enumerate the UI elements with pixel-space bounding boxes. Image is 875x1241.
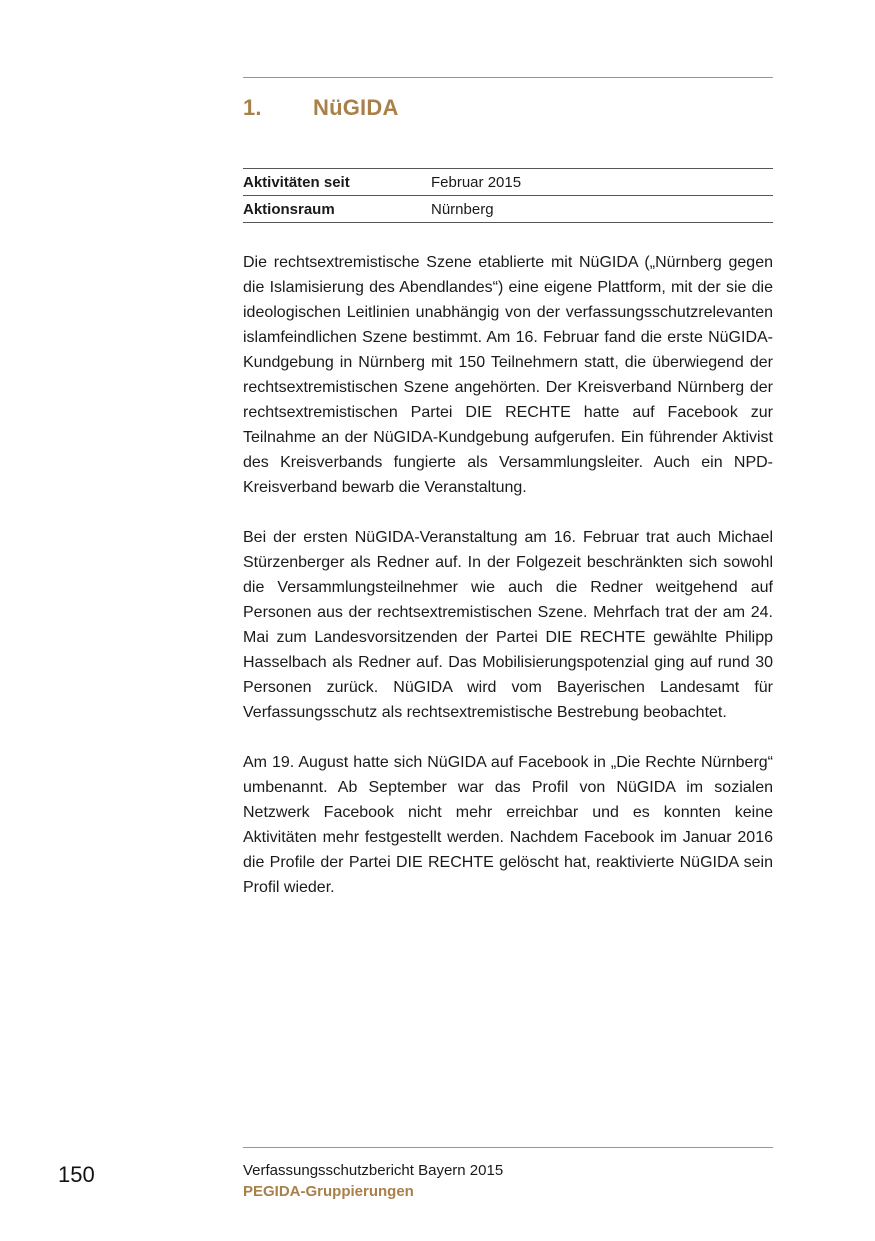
paragraph-3: Am 19. August hatte sich NüGIDA auf Facebook in „Die Rechte Nürnberg“ umbenannt. Ab September war das Profil von NüGIDA im sozialen Netzwerk Facebook nicht mehr erreichbar und es konnten keine Aktivitäten mehr festgestellt werden. Nachdem Facebook im Januar 2016 die Profile der Partei DIE RECHTE gelöscht hat, reaktivierte NüGIDA sein Profil wieder. <box>243 754 773 896</box>
page-number: 150 <box>58 1162 95 1187</box>
footer-rule <box>243 1147 773 1148</box>
info-value-activities: Februar 2015 <box>431 169 773 196</box>
table-row <box>243 196 773 223</box>
paragraph-2: Bei der ersten NüGIDA-Veranstaltung am 16. Februar trat auch Michael Stürzenberger als Redner auf. In der Folgezeit beschränkten sich sowohl die Versammlungsteilnehmer wie auch die Redner weitgehend auf Personen aus der rechtsextremistischen Szene. Mehrfach trat der am 24. Mai zum Landesvorsitzenden der Partei DIE RECHTE gewählte Philipp Hasselbach als Redner auf. Das Mobilisierungspotenzial ging auf rund 30 Personen zurück. NüGIDA wird vom Bayerischen Landesamt für Verfassungsschutz als rechtsextremistische Bestrebung beobachtet. <box>243 529 773 721</box>
top-rule <box>243 77 773 78</box>
footer-title: Verfassungsschutzbericht Bayern 2015 <box>243 1162 504 1179</box>
paragraph-1: Die rechtsextremistische Szene etablierte mit NüGIDA („Nürnberg gegen die Islamisierung des Abendlandes“) eine eigene Plattform, mit der sie die ideologischen Leitlinien unabhängig von der verfassungsschutzrelevanten islamfeindlichen Szene bestimmt. Am 16. Februar fand die erste NüGIDA-Kundgebung in Nürnberg mit 150 Teilnehmern statt, die überwiegend der rechtsextremistischen Szene angehörten. Der Kreisverband Nürnberg der rechtsextremistischen Partei DIE RECHTE hatte auf Facebook zur Teilnahme an der NüGIDA-Kundgebung aufgerufen. Ein führender Aktivist des Kreisverbands fungierte als Versammlungsleiter. Auch ein NPD-Kreisverband bewarb die Veranstaltung. <box>243 254 773 496</box>
section-title: NüGIDA <box>313 95 399 120</box>
info-label-activities: Aktivitäten seit <box>243 169 431 196</box>
footer-subtitle: PEGIDA-Gruppierungen <box>243 1183 414 1200</box>
table-row <box>243 169 773 196</box>
section-number: 1. <box>243 95 262 120</box>
body-text <box>243 250 773 925</box>
section-heading <box>243 95 399 121</box>
info-table <box>243 168 773 223</box>
info-label-area: Aktionsraum <box>243 196 431 223</box>
info-value-area: Nürnberg <box>431 196 773 223</box>
